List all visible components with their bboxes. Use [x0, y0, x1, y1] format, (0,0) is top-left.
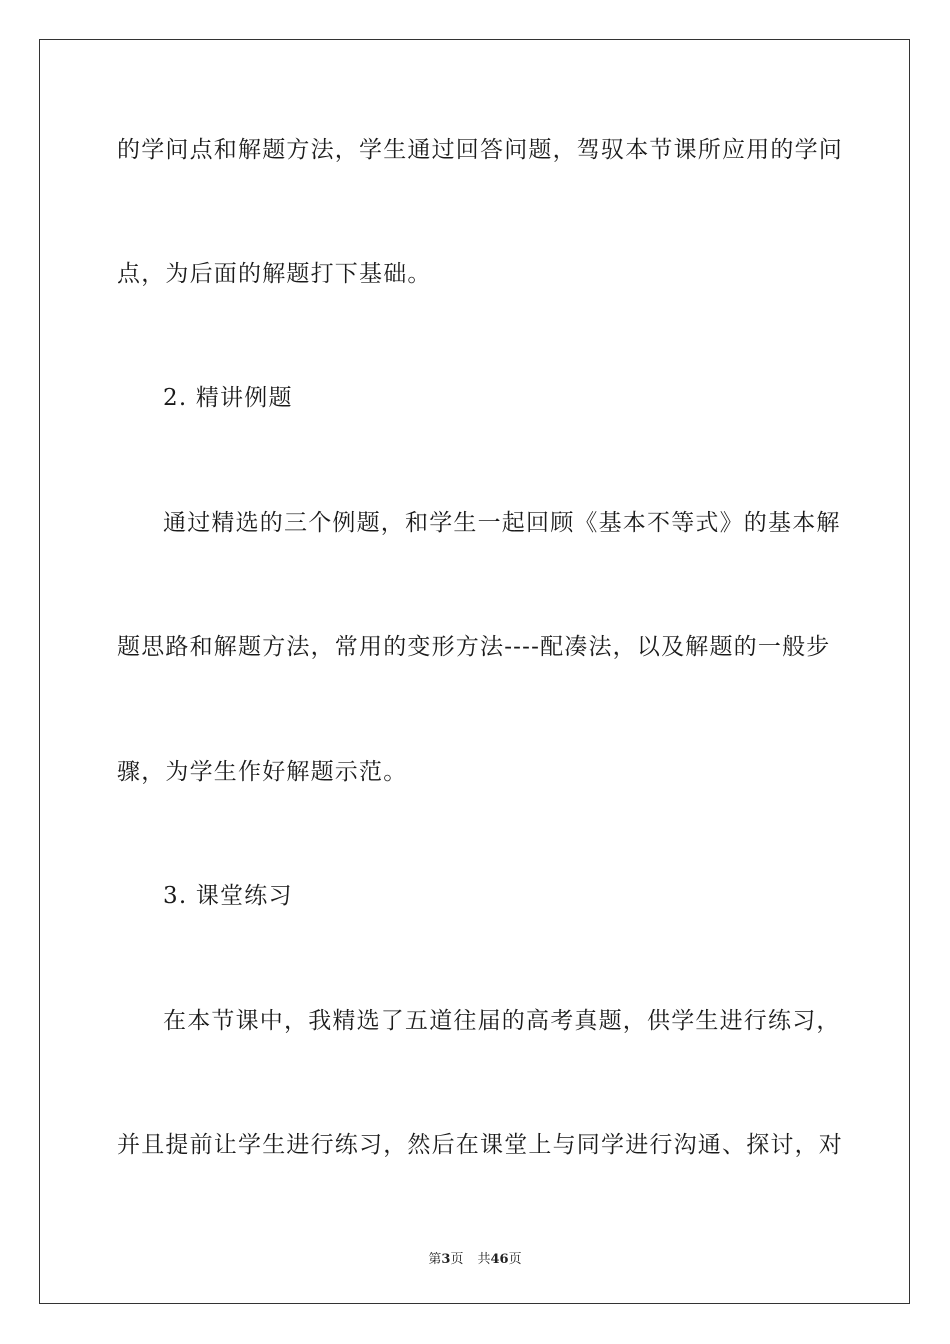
- paragraph-line-2: 点，为后面的解题打下基础。: [117, 261, 432, 287]
- paragraph-line-3: 通过精选的三个例题，和学生一起回顾《基本不等式》的基本解: [163, 510, 841, 536]
- paragraph-line-7: 并且提前让学生进行练习，然后在课堂上与同学进行沟通、探讨，对: [117, 1132, 843, 1158]
- page-suffix: 页: [450, 1252, 464, 1267]
- total-pages: 46: [490, 1252, 509, 1267]
- paragraph-line-4: 题思路和解题方法，常用的变形方法----配凑法，以及解题的一般步: [117, 634, 831, 660]
- page-footer: [0, 1248, 950, 1267]
- page-prefix: 第: [428, 1252, 442, 1267]
- total-suffix: 页: [508, 1252, 522, 1267]
- section-heading-2: 2. 精讲例题: [163, 385, 293, 411]
- page-border: [39, 39, 910, 1304]
- section-heading-3: 3. 课堂练习: [163, 883, 293, 909]
- total-prefix: 共: [477, 1252, 491, 1267]
- page-number: 3: [441, 1252, 451, 1267]
- paragraph-line-6: 在本节课中，我精选了五道往届的高考真题，供学生进行练习，: [163, 1008, 841, 1034]
- paragraph-line-5: 骤，为学生作好解题示范。: [117, 759, 408, 785]
- paragraph-line-1: 的学问点和解题方法，学生通过回答问题，驾驭本节课所应用的学问: [117, 137, 843, 163]
